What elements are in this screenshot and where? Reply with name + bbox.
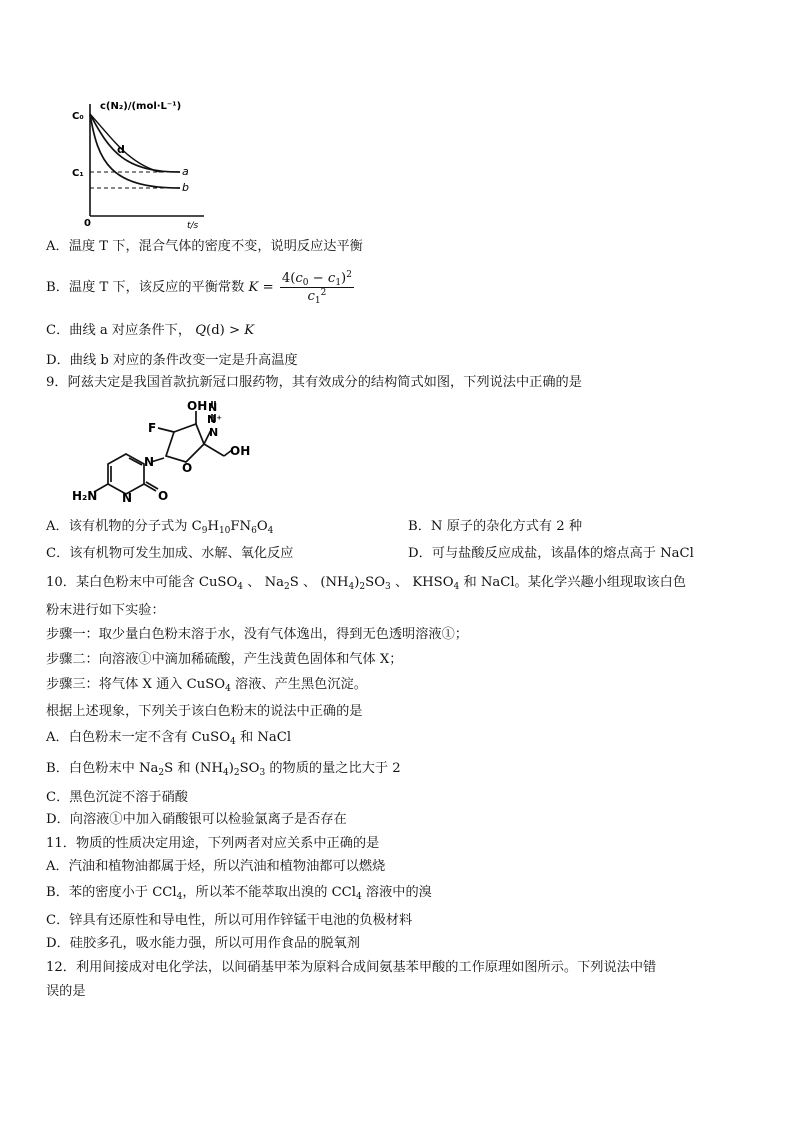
q9-option-a-text: A．该有机物的分子式为	[46, 519, 188, 534]
q11-stem: 11．物质的性质决定用途，下列两者对应关系中正确的是	[46, 836, 380, 851]
q10-option-b-tail: 的物质的量之比大于 2	[269, 761, 401, 776]
q10-option-c: C．黑色沉淀不溶于硝酸	[46, 790, 188, 805]
f-atom: F	[148, 421, 157, 435]
q9-option-d: D．可与盐酸反应成盐，该晶体的熔点高于 NaCl	[408, 546, 694, 561]
o-ring-atom: O	[182, 461, 193, 475]
origin-label: 0	[84, 218, 91, 229]
q11-option-b-c: 溶液中的溴	[361, 885, 432, 900]
q8-option-d: D．曲线 b 对应的条件改变一定是升高温度	[46, 353, 298, 368]
q10-option-a-text: A．白色粉末一定不含有 CuSO	[46, 730, 231, 745]
q11-option-c: C．锌具有还原性和导电性，所以可用作锌锰干电池的负极材料	[46, 913, 413, 928]
x-axis-label: t/s	[187, 221, 199, 230]
curve-b	[90, 114, 180, 188]
n3-atom: N	[122, 491, 133, 505]
q11-option-d: D．硅胶多孔，吸水能力强，所以可用作食品的脱氧剂	[46, 936, 360, 951]
q10-option-d: D．向溶液①中加入硝酸银可以检验氯离子是否存在	[46, 812, 347, 827]
q8-option-b: B．温度 T 下，该反应的平衡常数 K = $\frac{4(c_0 - c_1)^2}{c_1^2}$	[46, 270, 352, 306]
q11-option-a: A．汽油和植物油都属于烃，所以汽油和植物油都可以燃烧	[46, 859, 386, 874]
q10-step3-end: 溶液、产生黑色沉淀。	[230, 677, 367, 692]
q10-step2: 步骤二：向溶液①中滴加稀硫酸，产生浅黄色固体和气体 X；	[46, 652, 403, 667]
curve-d	[90, 114, 160, 172]
q10-option-a: A．白色粉末一定不含有 CuSO$_4$ 和 NaCl	[46, 730, 292, 747]
curve-b-label: b	[182, 181, 189, 194]
n-ring-atom: N	[209, 426, 219, 439]
q10-stem-end: 。某化学兴趣小组现取该白色	[514, 575, 686, 590]
q8-option-c: C．曲线 a 对应条件下， Q(d) > K	[46, 323, 255, 338]
curve-a-label: a	[182, 165, 189, 178]
q10-option-a-tail: 和 NaCl	[235, 730, 292, 745]
q10-step3-start: 步骤三：将气体 X 通入 CuSO	[46, 677, 226, 692]
q11-option-b-a: B．苯的密度小于 CCl	[46, 885, 177, 900]
q9-option-a: A．该有机物的分子式为 $C_9H_{10}FN_6O_4$	[46, 519, 274, 536]
nh2-atom: H₂N	[72, 489, 98, 503]
q10-stem-line1: 10．某白色粉末中可能含 CuSO$_4$ 、 $Na_2S$ 、 $(NH_4)_2SO_3$ 、 $KHSO_4$ 和 NaCl。某化学兴趣小组现取该白色	[46, 575, 686, 592]
q10-option-b: B．白色粉末中 $Na_2S$ 和 $(NH_4)_2SO_3$ 的物质的量之比大于 2	[46, 761, 401, 778]
n1-atom: N	[144, 455, 155, 469]
oh-right-atom: OH	[230, 444, 251, 458]
curve-a	[90, 114, 180, 172]
q8-option-b-text: B．温度 T 下，该反应的平衡常数	[46, 280, 245, 295]
q12-stem-line2: 误的是	[46, 984, 86, 999]
curve-d-label: d	[117, 143, 125, 156]
y-axis-label: c(N₂)/(mol·L⁻¹)	[100, 101, 182, 112]
n-top-atom: N	[208, 401, 218, 414]
q8-option-a: A．温度 T 下，混合气体的密度不变，说明反应达平衡	[46, 239, 363, 254]
q10-step1: 步骤一：取少量白色粉末溶于水，没有气体逸出，得到无色透明溶液①；	[46, 627, 468, 642]
concentration-time-graph	[70, 92, 210, 230]
q11-option-b: B．苯的密度小于 CCl$_4$，所以苯不能萃取出溴的 CCl$_4$ 溶液中的溴	[46, 885, 432, 902]
q10-stem-line2: 粉末进行如下实验：	[46, 603, 165, 618]
oh-top-atom: OH	[187, 399, 208, 413]
q10-stem-start: 10．某白色粉末中可能含	[46, 575, 195, 590]
q9-stem: 9．阿兹夫定是我国首款抗新冠口服药物，其有效成分的结构简式如图，下列说法中正确的是	[46, 375, 582, 390]
equilibrium-fraction: $\frac{4(c_0 - c_1)^2}{c_1^2}$	[281, 270, 352, 306]
q11-option-b-b: ，所以苯不能萃取出溴的 CCl	[182, 885, 356, 900]
q10-option-b-text: B．白色粉末中 Na	[46, 761, 159, 776]
o-carbonyl-atom: O	[158, 489, 169, 503]
c0-label: C₀	[72, 111, 84, 122]
q12-stem-line1: 12．利用间接成对电化学法，以间硝基甲苯为原料合成间氨基苯甲酸的工作原理如图所示。下列说法中错	[46, 960, 657, 975]
q8-option-c-text: C．曲线 a 对应条件下，	[46, 323, 192, 338]
azvudine-structure	[68, 396, 258, 510]
q9-option-c: C．该有机物可发生加成、水解、氧化反应	[46, 546, 294, 561]
q9-option-b: B．N 原子的杂化方式有 2 种	[408, 519, 583, 534]
n-plus-atom: N⁺	[207, 413, 223, 426]
q10-ask: 根据上述现象，下列关于该白色粉末的说法中正确的是	[46, 704, 363, 719]
c1-label: C₁	[72, 168, 84, 179]
q10-step3: 步骤三：将气体 X 通入 CuSO$_4$ 溶液、产生黑色沉淀。	[46, 677, 367, 694]
